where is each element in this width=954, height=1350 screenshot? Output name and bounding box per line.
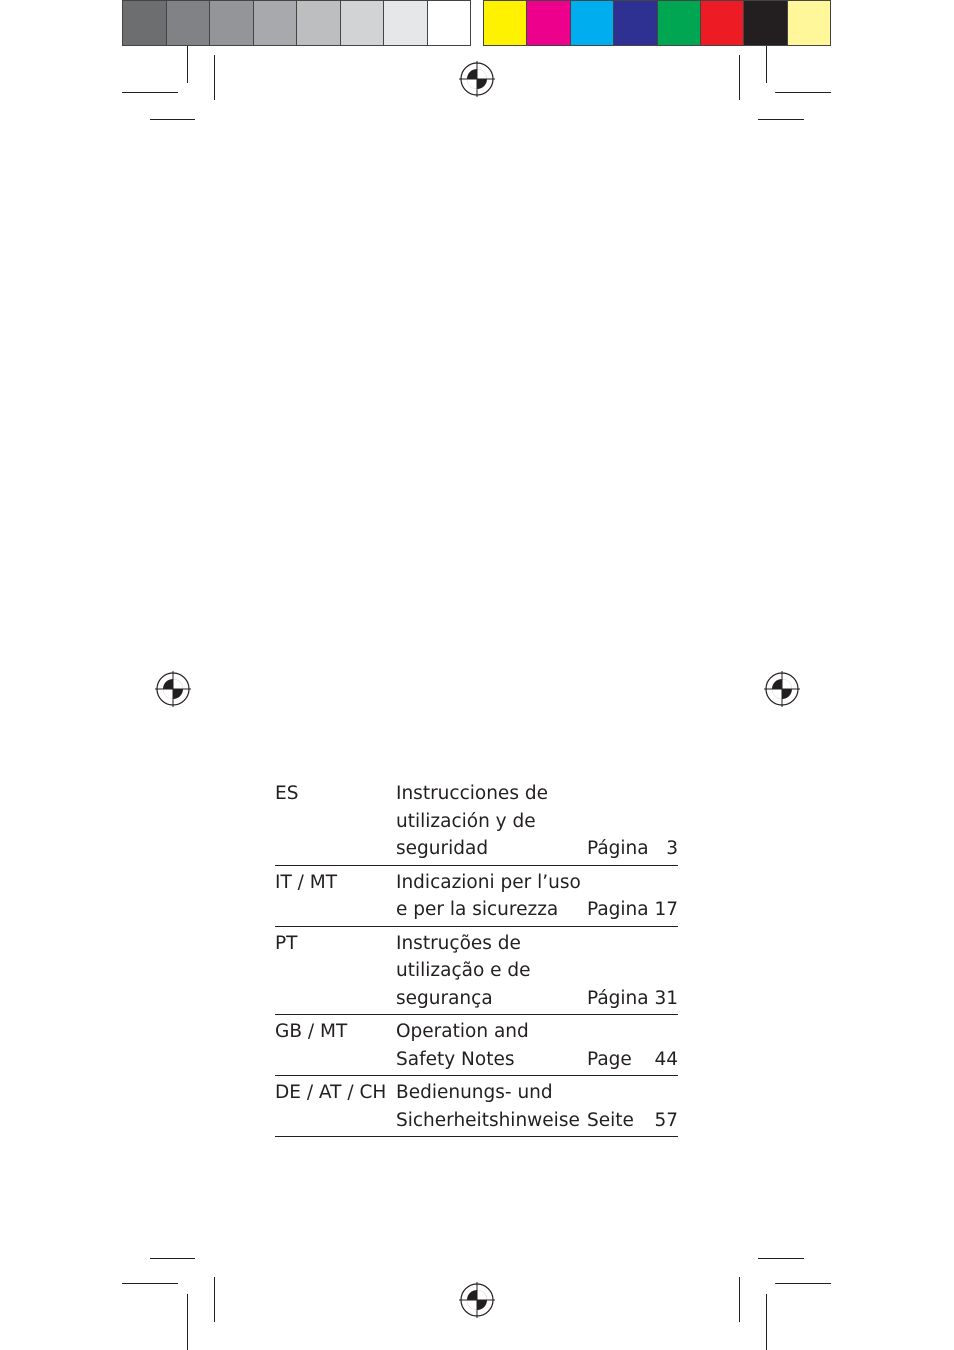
page-number: 17 bbox=[654, 899, 678, 920]
crop-mark bbox=[150, 1258, 195, 1259]
registration-mark-icon bbox=[459, 1282, 495, 1318]
color-swatch bbox=[701, 1, 743, 45]
language-code: GB / MT bbox=[275, 1021, 348, 1042]
crop-mark bbox=[739, 55, 740, 100]
crop-mark bbox=[214, 1277, 215, 1322]
page-number: 57 bbox=[654, 1109, 678, 1131]
page-label: Page bbox=[587, 1048, 632, 1070]
crop-mark bbox=[739, 1277, 740, 1322]
registration-mark-icon bbox=[764, 671, 800, 707]
crop-mark bbox=[766, 46, 767, 83]
toc-row[interactable] bbox=[275, 1015, 678, 1076]
page-number: 3 bbox=[666, 838, 678, 859]
language-table-of-contents bbox=[275, 780, 678, 1137]
crop-mark bbox=[775, 1283, 831, 1284]
color-swatch bbox=[658, 1, 700, 45]
gray-swatch bbox=[297, 1, 340, 45]
crop-mark bbox=[187, 46, 188, 83]
crop-mark bbox=[758, 1258, 804, 1259]
color-swatch bbox=[527, 1, 569, 45]
gray-swatch bbox=[167, 1, 210, 45]
gray-swatch bbox=[341, 1, 384, 45]
page-label: Seite bbox=[587, 1109, 634, 1131]
color-swatch bbox=[744, 1, 786, 45]
section-title: Instrucciones de utilización y de seguridad bbox=[396, 783, 548, 859]
toc-row[interactable] bbox=[275, 1076, 678, 1137]
process-color-bar bbox=[483, 0, 831, 46]
gray-swatch bbox=[384, 1, 427, 45]
section-title: Indicazioni per l’uso e per la sicurezza bbox=[396, 871, 581, 920]
color-swatch bbox=[571, 1, 613, 45]
crop-mark bbox=[122, 92, 178, 93]
crop-mark bbox=[122, 1283, 178, 1284]
color-swatch bbox=[614, 1, 656, 45]
toc-row[interactable] bbox=[275, 927, 678, 1016]
gray-swatch bbox=[123, 1, 166, 45]
page-number: 44 bbox=[654, 1048, 678, 1070]
section-title: Instruções de utilização e de segurança bbox=[396, 932, 531, 1009]
gray-swatch bbox=[428, 1, 471, 45]
crop-mark bbox=[187, 1294, 188, 1350]
grayscale-color-bar bbox=[122, 0, 471, 46]
color-swatch bbox=[484, 1, 526, 45]
gray-swatch bbox=[254, 1, 297, 45]
language-code: DE / AT / CH bbox=[275, 1082, 387, 1103]
page-label: Página bbox=[587, 987, 649, 1009]
crop-mark bbox=[150, 119, 195, 120]
page-label: Página bbox=[587, 838, 649, 859]
crop-mark bbox=[766, 1294, 767, 1350]
registration-mark-icon bbox=[459, 61, 495, 97]
section-title: Bedienungs- und Sicherheitshinweise bbox=[396, 1082, 580, 1131]
crop-mark bbox=[214, 55, 215, 100]
color-swatch bbox=[788, 1, 830, 45]
registration-mark-icon bbox=[155, 671, 191, 707]
language-code: PT bbox=[275, 932, 298, 954]
section-title: Operation and Safety Notes bbox=[396, 1021, 529, 1070]
toc-row[interactable] bbox=[275, 780, 678, 866]
page-number: 31 bbox=[654, 987, 678, 1009]
toc-row[interactable] bbox=[275, 866, 678, 927]
gray-swatch bbox=[210, 1, 253, 45]
crop-mark bbox=[758, 119, 804, 120]
page-label: Pagina bbox=[587, 899, 649, 920]
crop-mark bbox=[775, 92, 831, 93]
language-code: IT / MT bbox=[275, 871, 338, 893]
language-code: ES bbox=[275, 783, 299, 804]
